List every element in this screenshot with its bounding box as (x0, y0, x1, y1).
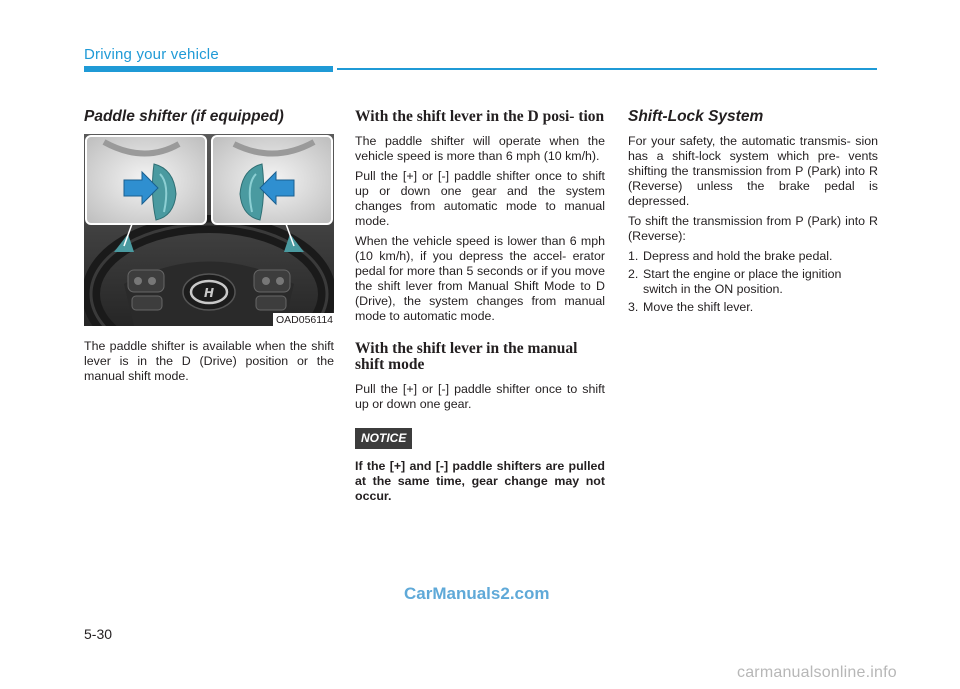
heading-d-position: With the shift lever in the D posi- tion (355, 108, 605, 125)
heading-shift-lock: Shift-Lock System (628, 108, 764, 125)
header-rule-thick (84, 66, 333, 72)
page-number: 5-30 (84, 626, 113, 642)
d-position-paragraph-1: The paddle shifter will operate when the vehicle speed is more than 6 mph (10 km/h). (355, 134, 605, 163)
list-item: 3. Move the shift lever. (628, 300, 754, 314)
heading-manual-mode: With the shift lever in the manual shift mode (355, 340, 578, 373)
list-item: 1. Depress and hold the brake pedal. (628, 249, 833, 263)
steering-wheel-illustration (84, 134, 334, 326)
d-position-paragraph-2: Pull the [+] or [-] paddle shifter once to shift up or down one gear and the system changes from automatic mode to manual mode. (355, 169, 605, 228)
column-paddle-shifter (84, 106, 334, 389)
section-title: Driving your vehicle (84, 46, 219, 63)
column-d-position (355, 106, 605, 509)
list-item: 2. Start the engine or place the ignition switch in the ON position. (628, 267, 842, 296)
header-rule-thin (337, 68, 877, 70)
steering-wheel-figure (84, 134, 334, 326)
footer-url[interactable]: carmanualsonline.info (737, 664, 897, 681)
d-position-paragraph-3: When the vehicle speed is lower than 6 mph (10 km/h), if you depress the accel- erator pedal for more than 5 seconds or if you move the shift lever from Manual Shift Mode to D (Drive), the system changes from manual mode to automatic mode. (355, 234, 605, 323)
heading-paddle-shifter: Paddle shifter (if equipped) (84, 108, 284, 125)
column-shift-lock (628, 106, 878, 318)
paddle-shifter-description: The paddle shifter is available when the shift lever is in the D (Drive) position or the manual shift mode. (84, 339, 334, 383)
watermark-link[interactable]: CarManuals2.com (404, 584, 550, 603)
shift-lock-steps (628, 249, 878, 315)
manual-mode-paragraph: Pull the [+] or [-] paddle shifter once to shift up or down one gear. (355, 382, 605, 411)
shift-lock-paragraph-1: For your safety, the automatic transmis- sion has a shift-lock system which pre- vents shifting the transmission from P (Park) into R (Reverse) unless the brake pedal is depressed. (628, 134, 878, 208)
notice-text: If the [+] and [-] paddle shifters are pulled at the same time, gear change may not occur. (355, 459, 605, 503)
svg-text:H: H (203, 286, 215, 300)
shift-lock-paragraph-2: To shift the transmission from P (Park) into R (Reverse): (628, 214, 878, 243)
figure-code: OAD056114 (273, 313, 334, 326)
notice-badge: NOTICE (355, 428, 412, 449)
